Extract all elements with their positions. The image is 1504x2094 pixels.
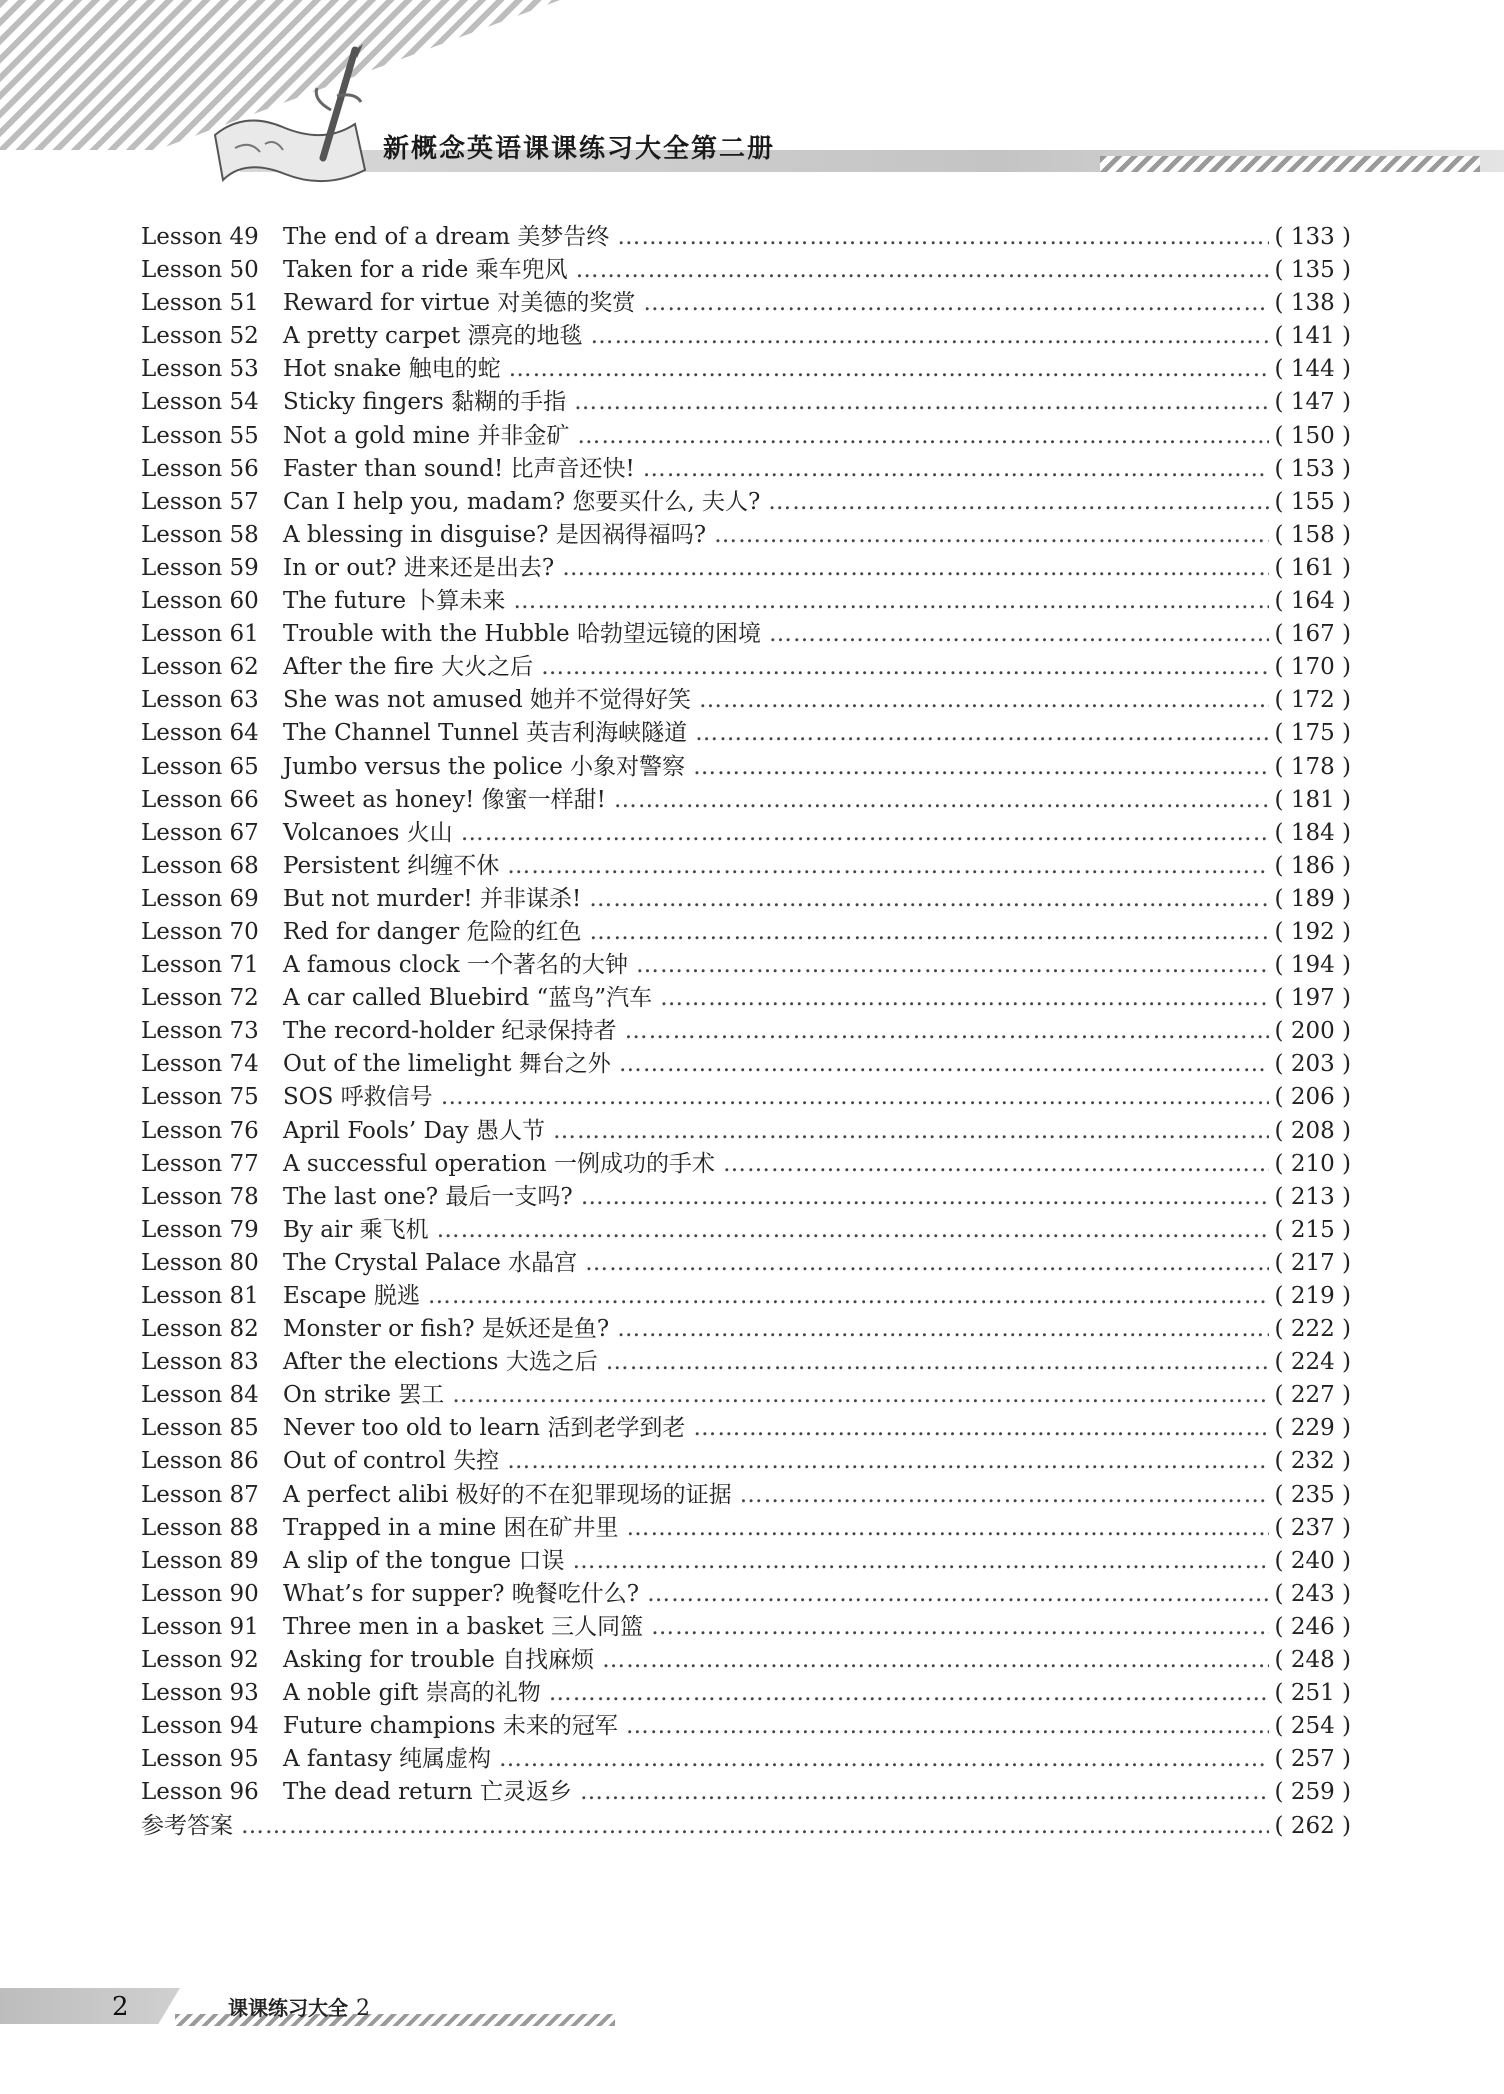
toc-lesson-number: Lesson 96 xyxy=(141,1779,259,1806)
toc-page-number: ( 167 ) xyxy=(1274,621,1351,648)
toc-dot-leader xyxy=(513,588,1269,614)
toc-lesson-title: Sticky fingers 黏糊的手指 xyxy=(283,389,567,416)
toc-row xyxy=(141,847,1351,880)
toc-page-number: ( 219 ) xyxy=(1274,1283,1351,1309)
toc-lesson-title: After the elections 大选之后 xyxy=(283,1349,598,1376)
toc-row xyxy=(141,814,1351,847)
toc-row xyxy=(141,1310,1351,1343)
toc-dot-leader xyxy=(602,1647,1269,1673)
toc-page-number: ( 227 ) xyxy=(1274,1382,1351,1409)
toc-row xyxy=(141,1575,1351,1608)
toc-dot-leader xyxy=(651,1614,1269,1640)
toc-row xyxy=(141,1476,1351,1509)
toc-dot-leader xyxy=(591,323,1269,349)
toc-lesson-title: A blessing in disguise? 是因祸得福吗? xyxy=(283,521,707,548)
toc-dot-leader xyxy=(723,1151,1269,1177)
toc-lesson-number: Lesson 63 xyxy=(141,687,259,714)
toc-row xyxy=(141,1608,1351,1641)
toc-lesson-title: Volcanoes 火山 xyxy=(283,819,453,846)
toc-lesson-title: In or out? 进来还是出去? xyxy=(283,554,555,581)
toc-page-number: ( 147 ) xyxy=(1274,389,1351,416)
toc-lesson-title: Asking for trouble 自找麻烦 xyxy=(283,1647,595,1674)
toc-dot-leader xyxy=(541,654,1269,680)
toc-row xyxy=(141,284,1351,317)
toc-dot-leader xyxy=(699,687,1269,713)
toc-dot-leader xyxy=(572,1548,1269,1574)
toc-dot-leader xyxy=(507,853,1269,879)
page-footer xyxy=(0,1978,1504,2038)
toc-lesson-title: Monster or fish? 是妖还是鱼? xyxy=(283,1316,610,1343)
toc-dot-leader xyxy=(660,985,1269,1011)
toc-lesson-title: After the fire 大火之后 xyxy=(283,654,534,681)
toc-row xyxy=(141,1078,1351,1111)
toc-dot-leader xyxy=(768,489,1269,515)
toc-page-number: ( 200 ) xyxy=(1274,1018,1351,1045)
toc-lesson-number: Lesson 70 xyxy=(141,918,259,945)
table-of-contents xyxy=(141,218,1351,1840)
toc-row xyxy=(141,880,1351,913)
toc-lesson-number: Lesson 77 xyxy=(141,1150,259,1177)
toc-dot-leader xyxy=(627,1515,1269,1541)
toc-page-number: ( 217 ) xyxy=(1274,1249,1351,1276)
toc-lesson-title: 参考答案 xyxy=(141,1812,233,1839)
toc-row xyxy=(141,1112,1351,1145)
toc-lesson-number: Lesson 56 xyxy=(141,455,259,482)
toc-page-number: ( 213 ) xyxy=(1274,1183,1351,1210)
toc-page-number: ( 246 ) xyxy=(1274,1613,1351,1640)
toc-lesson-title: Persistent 纠缠不休 xyxy=(283,852,500,879)
toc-lesson-number: Lesson 91 xyxy=(141,1613,259,1640)
toc-page-number: ( 141 ) xyxy=(1274,323,1351,350)
toc-row xyxy=(141,1409,1351,1442)
toc-page-number: ( 144 ) xyxy=(1274,356,1351,383)
toc-lesson-number: Lesson 62 xyxy=(141,654,259,681)
toc-lesson-number: Lesson 95 xyxy=(141,1746,259,1773)
toc-dot-leader xyxy=(441,1084,1269,1110)
toc-row xyxy=(141,681,1351,714)
toc-page-number: ( 194 ) xyxy=(1274,952,1351,979)
toc-page-number: ( 192 ) xyxy=(1274,918,1351,945)
toc-dot-leader xyxy=(461,820,1269,846)
toc-lesson-number: Lesson 52 xyxy=(141,323,259,350)
toc-page-number: ( 251 ) xyxy=(1274,1680,1351,1707)
toc-lesson-number: Lesson 82 xyxy=(141,1316,259,1343)
toc-lesson-number: Lesson 67 xyxy=(141,819,259,846)
toc-dot-leader xyxy=(617,1316,1269,1342)
toc-dot-leader xyxy=(769,621,1269,647)
toc-dot-leader xyxy=(590,919,1269,945)
toc-row xyxy=(141,1707,1351,1740)
toc-lesson-title: April Fools’ Day 愚人节 xyxy=(283,1117,545,1144)
toc-lesson-title: The Channel Tunnel 英吉利海峡隧道 xyxy=(283,720,688,747)
toc-page-number: ( 235 ) xyxy=(1274,1481,1351,1508)
toc-row xyxy=(141,450,1351,483)
toc-lesson-title: A pretty carpet 漂亮的地毯 xyxy=(283,323,583,350)
toc-page-number: ( 186 ) xyxy=(1274,852,1351,879)
toc-row xyxy=(141,1773,1351,1806)
toc-lesson-number: Lesson 85 xyxy=(141,1415,259,1442)
toc-lesson-number: Lesson 69 xyxy=(141,885,259,912)
toc-lesson-number: Lesson 61 xyxy=(141,621,259,648)
toc-row xyxy=(141,648,1351,681)
toc-dot-leader xyxy=(693,754,1269,780)
toc-lesson-number: Lesson 64 xyxy=(141,720,259,747)
toc-row xyxy=(141,1012,1351,1045)
toc-dot-leader xyxy=(606,1349,1269,1375)
toc-lesson-title: Sweet as honey! 像蜜一样甜! xyxy=(283,786,606,813)
toc-lesson-number: Lesson 94 xyxy=(141,1713,259,1740)
page-number: 2 xyxy=(112,1992,129,2022)
toc-lesson-number: Lesson 73 xyxy=(141,1018,259,1045)
toc-page-number: ( 133 ) xyxy=(1274,224,1351,250)
toc-lesson-title: Never too old to learn 活到老学到老 xyxy=(283,1415,686,1442)
toc-row xyxy=(141,417,1351,450)
toc-dot-leader xyxy=(241,1813,1269,1839)
toc-row xyxy=(141,1376,1351,1409)
toc-lesson-title: Red for danger 危险的红色 xyxy=(283,918,582,945)
toc-page-number: ( 155 ) xyxy=(1274,488,1351,515)
toc-lesson-number: Lesson 75 xyxy=(141,1084,259,1111)
toc-dot-leader xyxy=(499,1746,1269,1772)
toc-lesson-title: Reward for virtue 对美德的奖赏 xyxy=(283,290,636,317)
toc-lesson-number: Lesson 84 xyxy=(141,1382,259,1409)
toc-page-number: ( 181 ) xyxy=(1274,786,1351,813)
toc-lesson-title: A famous clock 一个著名的大钟 xyxy=(283,952,628,979)
toc-page-number: ( 170 ) xyxy=(1274,654,1351,681)
toc-row xyxy=(141,582,1351,615)
toc-lesson-title: A slip of the tongue 口误 xyxy=(283,1547,565,1574)
toc-lesson-title: Out of the limelight 舞台之外 xyxy=(283,1051,611,1078)
toc-page-number: ( 184 ) xyxy=(1274,819,1351,846)
toc-page-number: ( 206 ) xyxy=(1274,1084,1351,1111)
toc-lesson-number: Lesson 79 xyxy=(141,1216,259,1243)
toc-lesson-number: Lesson 71 xyxy=(141,952,259,979)
toc-row xyxy=(141,1674,1351,1707)
toc-dot-leader xyxy=(619,1051,1269,1077)
toc-page-number: ( 164 ) xyxy=(1274,588,1351,615)
toc-page-number: ( 197 ) xyxy=(1274,985,1351,1012)
book-title: 新概念英语课课练习大全第二册 xyxy=(383,134,776,164)
toc-dot-leader xyxy=(693,1415,1269,1441)
toc-dot-leader xyxy=(614,787,1269,813)
toc-lesson-title: Out of control 失控 xyxy=(283,1448,500,1475)
toc-dot-leader xyxy=(574,389,1269,415)
toc-row xyxy=(141,979,1351,1012)
toc-page-number: ( 224 ) xyxy=(1274,1349,1351,1376)
toc-row xyxy=(141,549,1351,582)
toc-row xyxy=(141,383,1351,416)
toc-row xyxy=(141,251,1351,284)
toc-row xyxy=(141,1442,1351,1475)
toc-lesson-number: Lesson 55 xyxy=(141,422,259,449)
toc-lesson-number: Lesson 76 xyxy=(141,1117,259,1144)
toc-dot-leader xyxy=(581,1184,1269,1210)
toc-row xyxy=(141,218,1351,251)
toc-lesson-title: Hot snake 触电的蛇 xyxy=(283,356,501,383)
toc-lesson-number: Lesson 50 xyxy=(141,257,259,284)
toc-lesson-title: But not murder! 并非谋杀! xyxy=(283,885,582,912)
toc-lesson-number: Lesson 54 xyxy=(141,389,259,416)
toc-lesson-number: Lesson 80 xyxy=(141,1249,259,1276)
toc-lesson-title: Three men in a basket 三人同篮 xyxy=(283,1613,644,1640)
toc-page-number: ( 150 ) xyxy=(1274,422,1351,449)
toc-page-number: ( 262 ) xyxy=(1274,1812,1351,1839)
toc-lesson-number: Lesson 74 xyxy=(141,1051,259,1078)
toc-dot-leader xyxy=(714,522,1269,548)
toc-dot-leader xyxy=(577,423,1269,449)
toc-lesson-number: Lesson 58 xyxy=(141,521,259,548)
toc-lesson-number: Lesson 49 xyxy=(141,224,259,250)
toc-lesson-number: Lesson 78 xyxy=(141,1183,259,1210)
toc-lesson-number: Lesson 93 xyxy=(141,1680,259,1707)
toc-row xyxy=(141,1740,1351,1773)
toc-lesson-title: Future champions 未来的冠军 xyxy=(283,1713,618,1740)
header-bar-stripe-decoration xyxy=(1100,156,1480,172)
toc-row xyxy=(141,1045,1351,1078)
toc-dot-leader xyxy=(617,224,1269,250)
toc-lesson-number: Lesson 65 xyxy=(141,753,259,780)
toc-page-number: ( 138 ) xyxy=(1274,290,1351,317)
toc-lesson-number: Lesson 86 xyxy=(141,1448,259,1475)
toc-dot-leader xyxy=(625,1018,1269,1044)
toc-row xyxy=(141,516,1351,549)
toc-page-number: ( 229 ) xyxy=(1274,1415,1351,1442)
toc-dot-leader xyxy=(437,1217,1269,1243)
toc-page-number: ( 257 ) xyxy=(1274,1746,1351,1773)
toc-row xyxy=(141,913,1351,946)
toc-dot-leader xyxy=(553,1118,1269,1144)
toc-lesson-title: Trouble with the Hubble 哈勃望远镜的困境 xyxy=(283,621,761,648)
footer-series-name: 课课练习大全 xyxy=(228,1996,348,2020)
toc-lesson-number: Lesson 88 xyxy=(141,1514,259,1541)
toc-dot-leader xyxy=(562,555,1269,581)
footer-band-decoration xyxy=(0,1988,180,2024)
toc-page-number: ( 248 ) xyxy=(1274,1647,1351,1674)
toc-lesson-title: What’s for supper? 晚餐吃什么? xyxy=(283,1580,640,1607)
toc-lesson-title: A perfect alibi 极好的不在犯罪现场的证据 xyxy=(283,1481,732,1508)
toc-lesson-title: The Crystal Palace 水晶宫 xyxy=(283,1249,578,1276)
toc-page-number: ( 232 ) xyxy=(1274,1448,1351,1475)
footer-volume: 2 xyxy=(356,1996,370,2021)
toc-lesson-number: Lesson 59 xyxy=(141,554,259,581)
toc-dot-leader xyxy=(428,1283,1269,1309)
toc-page-number: ( 153 ) xyxy=(1274,455,1351,482)
toc-page-number: ( 189 ) xyxy=(1274,885,1351,912)
toc-page-number: ( 158 ) xyxy=(1274,521,1351,548)
toc-page-number: ( 254 ) xyxy=(1274,1713,1351,1740)
toc-lesson-title: A car called Bluebird “蓝鸟”汽车 xyxy=(283,985,653,1012)
toc-dot-leader xyxy=(549,1680,1269,1706)
toc-page-number: ( 203 ) xyxy=(1274,1051,1351,1078)
toc-lesson-number: Lesson 90 xyxy=(141,1580,259,1607)
toc-page-number: ( 222 ) xyxy=(1274,1316,1351,1343)
toc-row xyxy=(141,946,1351,979)
toc-dot-leader xyxy=(452,1382,1269,1408)
toc-lesson-number: Lesson 60 xyxy=(141,588,259,615)
toc-page-number: ( 172 ) xyxy=(1274,687,1351,714)
toc-lesson-title: Not a gold mine 并非金矿 xyxy=(283,422,570,449)
page-header xyxy=(0,0,1504,190)
toc-dot-leader xyxy=(643,290,1269,316)
toc-row xyxy=(141,1343,1351,1376)
toc-lesson-title: Escape 脱逃 xyxy=(283,1283,420,1309)
toc-row xyxy=(141,1244,1351,1277)
toc-row xyxy=(141,615,1351,648)
toc-row xyxy=(141,1509,1351,1542)
toc-lesson-title: Trapped in a mine 困在矿井里 xyxy=(283,1514,619,1541)
toc-dot-leader xyxy=(643,456,1269,482)
toc-row xyxy=(141,1277,1351,1310)
toc-lesson-title: A successful operation 一例成功的手术 xyxy=(283,1150,715,1177)
toc-lesson-title: The dead return 亡灵返乡 xyxy=(283,1779,572,1806)
toc-row xyxy=(141,1542,1351,1575)
toc-dot-leader xyxy=(509,356,1269,382)
toc-page-number: ( 175 ) xyxy=(1274,720,1351,747)
toc-page-number: ( 237 ) xyxy=(1274,1514,1351,1541)
toc-lesson-number: Lesson 83 xyxy=(141,1349,259,1376)
toc-page-number: ( 135 ) xyxy=(1274,257,1351,284)
toc-page-number: ( 208 ) xyxy=(1274,1117,1351,1144)
toc-lesson-title: SOS 呼救信号 xyxy=(283,1084,433,1111)
toc-lesson-title: The end of a dream 美梦告终 xyxy=(283,224,610,250)
toc-lesson-title: The last one? 最后一支吗? xyxy=(283,1183,573,1210)
toc-page-number: ( 161 ) xyxy=(1274,554,1351,581)
quill-scroll-icon xyxy=(205,40,385,190)
toc-lesson-title: A noble gift 崇高的礼物 xyxy=(283,1680,541,1707)
toc-row xyxy=(141,350,1351,383)
toc-lesson-title: She was not amused 她并不觉得好笑 xyxy=(283,687,692,714)
toc-lesson-number: Lesson 87 xyxy=(141,1481,259,1508)
toc-dot-leader xyxy=(695,720,1269,746)
toc-page-number: ( 243 ) xyxy=(1274,1580,1351,1607)
toc-lesson-title: The record-holder 纪录保持者 xyxy=(283,1018,617,1045)
toc-row xyxy=(141,1641,1351,1674)
toc-row xyxy=(141,1807,1351,1840)
toc-dot-leader xyxy=(589,886,1269,912)
toc-page-number: ( 215 ) xyxy=(1274,1216,1351,1243)
toc-lesson-title: By air 乘飞机 xyxy=(283,1216,429,1243)
toc-dot-leader xyxy=(576,257,1269,283)
toc-lesson-title: Jumbo versus the police 小象对警察 xyxy=(283,753,686,780)
toc-row xyxy=(141,1211,1351,1244)
toc-row xyxy=(141,1178,1351,1211)
toc-lesson-number: Lesson 81 xyxy=(141,1283,259,1309)
toc-dot-leader xyxy=(585,1250,1269,1276)
toc-row xyxy=(141,483,1351,516)
toc-row xyxy=(141,317,1351,350)
toc-lesson-number: Lesson 66 xyxy=(141,786,259,813)
toc-dot-leader xyxy=(636,952,1269,978)
toc-page-number: ( 178 ) xyxy=(1274,753,1351,780)
toc-lesson-number: Lesson 92 xyxy=(141,1647,259,1674)
toc-row xyxy=(141,714,1351,747)
toc-page-number: ( 240 ) xyxy=(1274,1547,1351,1574)
footer-series-title xyxy=(228,1992,370,2021)
toc-page-number: ( 259 ) xyxy=(1274,1779,1351,1806)
toc-lesson-number: Lesson 72 xyxy=(141,985,259,1012)
toc-lesson-title: The future 卜算未来 xyxy=(283,588,506,615)
toc-lesson-title: A fantasy 纯属虚构 xyxy=(283,1746,492,1773)
toc-dot-leader xyxy=(580,1779,1269,1805)
toc-page-number: ( 210 ) xyxy=(1274,1150,1351,1177)
toc-lesson-title: Taken for a ride 乘车兜风 xyxy=(283,257,568,284)
toc-lesson-number: Lesson 89 xyxy=(141,1547,259,1574)
toc-dot-leader xyxy=(507,1448,1269,1474)
toc-dot-leader xyxy=(647,1581,1269,1607)
toc-lesson-title: Faster than sound! 比声音还快! xyxy=(283,455,635,482)
toc-lesson-number: Lesson 51 xyxy=(141,290,259,317)
toc-lesson-number: Lesson 57 xyxy=(141,488,259,515)
toc-lesson-number: Lesson 68 xyxy=(141,852,259,879)
toc-lesson-title: Can I help you, madam? 您要买什么, 夫人? xyxy=(283,488,761,515)
toc-row xyxy=(141,748,1351,781)
toc-lesson-number: Lesson 53 xyxy=(141,356,259,383)
toc-dot-leader xyxy=(626,1713,1269,1739)
toc-row xyxy=(141,1145,1351,1178)
toc-lesson-title: On strike 罢工 xyxy=(283,1382,445,1409)
toc-row xyxy=(141,781,1351,814)
toc-dot-leader xyxy=(740,1482,1269,1508)
